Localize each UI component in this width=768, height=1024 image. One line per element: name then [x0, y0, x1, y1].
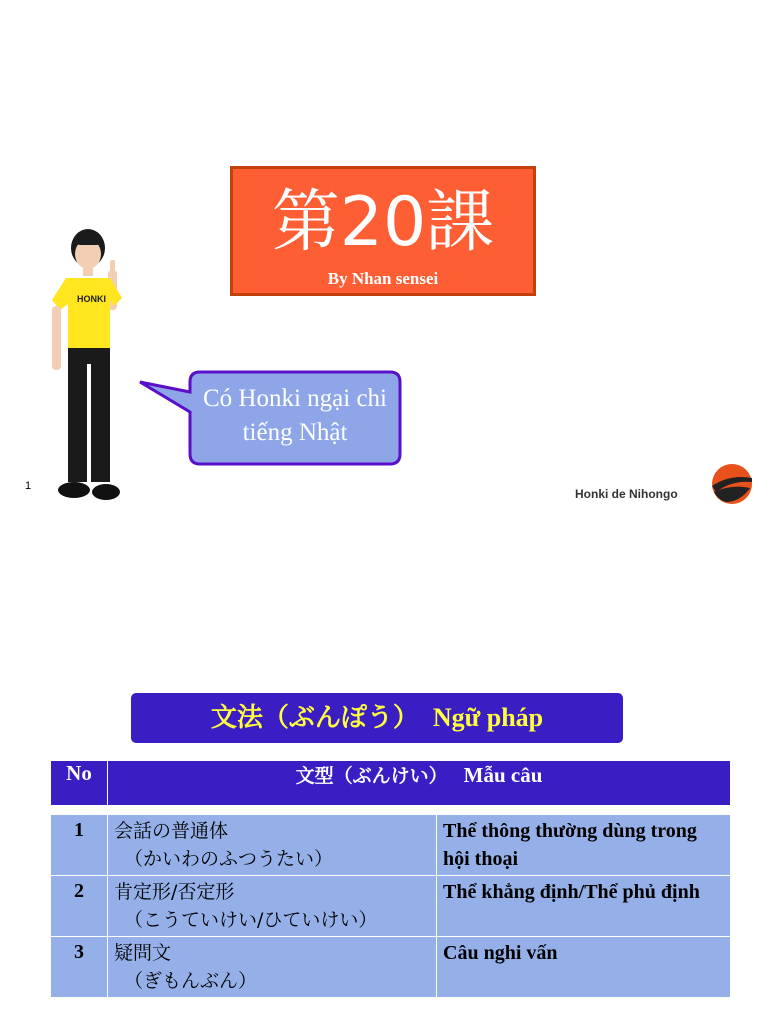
brand-name: Honki de Nihongo	[575, 487, 678, 501]
row-vietnamese: Thể thông thường dùng trong hội thoại	[437, 815, 731, 876]
table-row	[51, 815, 731, 876]
header-pattern	[108, 761, 731, 806]
row-jp-term: 会話の普通体	[114, 820, 229, 842]
slide-2	[0, 660, 768, 1024]
table-row	[51, 937, 731, 998]
grammar-table	[50, 760, 731, 998]
row-jp-term: 疑問文	[114, 942, 172, 964]
lesson-title-box	[230, 166, 536, 296]
header-no: No	[51, 761, 108, 806]
row-japanese	[108, 876, 437, 937]
shirt-logo: HONKI	[77, 294, 106, 304]
row-japanese	[108, 937, 437, 998]
row-japanese	[108, 815, 437, 876]
header-pattern-vn: Mẫu câu	[463, 763, 543, 787]
grammar-banner	[131, 693, 623, 743]
character-illustration	[44, 226, 144, 506]
row-jp-reading: （ぎもんぶん）	[124, 970, 258, 992]
header-pattern-jp: 文型（ぶんけい）	[295, 765, 448, 787]
table-row	[51, 876, 731, 937]
brand-logo-icon	[706, 462, 754, 506]
lesson-subtitle: By Nhan sensei	[327, 269, 439, 288]
row-number: 2	[51, 876, 108, 937]
row-jp-term: 肯定形/否定形	[114, 881, 235, 903]
row-number: 1	[51, 815, 108, 876]
row-vietnamese: Thể khẳng định/Thể phủ định	[437, 876, 731, 937]
lesson-title: 第20課	[271, 183, 495, 262]
row-vietnamese: Câu nghi vấn	[437, 937, 731, 998]
speech-bubble-text: Có Honki ngại chi tiếng Nhật	[202, 385, 387, 446]
page-number: 1	[25, 480, 32, 492]
row-jp-reading: （こうていけい/ひていけい）	[124, 909, 378, 931]
table-header-row	[51, 761, 731, 806]
row-number: 3	[51, 937, 108, 998]
banner-jp: 文法（ぶんぽう）	[210, 703, 419, 733]
banner-vn: Ngữ pháp	[432, 703, 544, 732]
row-jp-reading: （かいわのふつうたい）	[124, 848, 334, 870]
